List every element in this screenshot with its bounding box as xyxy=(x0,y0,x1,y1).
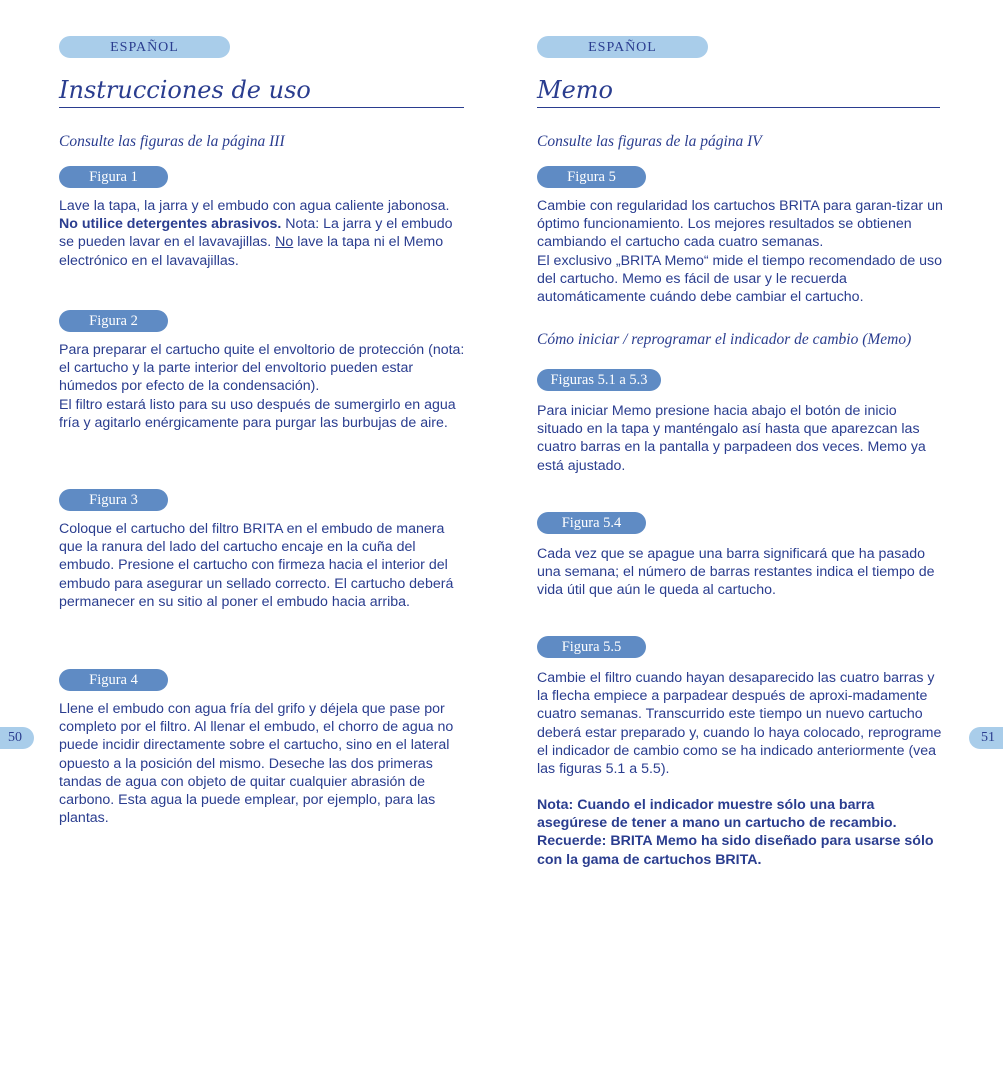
warning-bold: No utilice detergentes abrasivos. xyxy=(59,216,282,233)
figure-1-label: Figura 1 xyxy=(59,166,168,188)
figures-reference: Consulte las figuras de la página III xyxy=(59,133,285,150)
figure-5-4-label: Figura 5.4 xyxy=(537,512,646,534)
figure-5-label: Figura 5 xyxy=(537,166,646,188)
figure-5-5-text: Cambie el filtro cuando hayan desaparecido las cuatro barras y la flecha empiece a parpadear después de aproxi-madamente cuatro semanas. Transcurrido este tiempo un nuevo cartucho deberá estar preparado y, cuando lo haya colocado, reprograme el indicador de cambio como se ha indicado anteriormente (vea las figuras 5.1 a 5.5). xyxy=(537,670,942,778)
page-number-right: 51 xyxy=(969,727,1003,749)
figures-reference: Consulte las figuras de la página IV xyxy=(537,133,762,150)
figure-1-text: Lave la tapa, la jarra y el embudo con agua caliente jabonosa. No utilice detergentes abrasivos. Nota: La jarra y el embudo se pueden lavar en el lavavajillas. No lave la tapa ni el Memo electrónico en el lavavajillas. xyxy=(59,198,453,269)
figure-4-label: Figura 4 xyxy=(59,669,168,691)
figure-3-label: Figura 3 xyxy=(59,489,168,511)
figure-5-1-label: Figuras 5.1 a 5.3 xyxy=(537,369,661,391)
page-title: Memo xyxy=(537,76,940,108)
figure-5-text: Cambie con regularidad los cartuchos BRITA para garan-tizar un óptimo funcionamiento. Los mejores resultados se obtienen cambiando el cartucho cada cuatro semanas. El exclusivo „BRITA Memo“ mide el tiempo recomendado de uso del cartucho. Memo es fácil de usar y le recuerda automáticamente cuándo debe cambiar el cartucho. xyxy=(537,198,943,306)
page-number-left: 50 xyxy=(0,727,34,749)
memo-reset-heading: Cómo iniciar / reprogramar el indicador de cambio (Memo) xyxy=(537,331,912,348)
figure-2-text: Para preparar el cartucho quite el envoltorio de protección (nota: el cartucho y la parte interior del envoltorio pueden estar húmedos por efecto de la condensación). El filtro estará listo para su uso después de sumergirlo en agua fría y agitarlo enérgicamente para purgar las burbujas de aire. xyxy=(59,342,465,431)
language-badge: ESPAÑOL xyxy=(59,36,230,58)
replacement-note: Nota: Cuando el indicador muestre sólo una barra asegúrese de tener a mano un cartucho de recambio. Recuerde: BRITA Memo ha sido diseñado para usarse sólo con la gama de cartuchos BRITA. xyxy=(537,797,934,868)
page-title: Instrucciones de uso xyxy=(59,76,464,108)
figure-2-label: Figura 2 xyxy=(59,310,168,332)
figure-5-1-text: Para iniciar Memo presione hacia abajo el botón de inicio situado en la tapa y manténgalo así hasta que aparezcan las cuatro barras en la pantalla y parpadeen dos veces. Memo ya está ajustado. xyxy=(537,403,926,474)
figure-3-text: Coloque el cartucho del filtro BRITA en el embudo de manera que la ranura del lado del cartucho encaje en la cuña del embudo. Presione el cartucho con firmeza hacia el interior del embudo para asegurar un sellado correcto. El cartucho deberá permanecer en su sitio al poner el embudo hacia arriba. xyxy=(59,521,454,610)
underlined-no: No xyxy=(275,234,294,251)
figure-5-5-label: Figura 5.5 xyxy=(537,636,646,658)
language-badge: ESPAÑOL xyxy=(537,36,708,58)
figure-4-text: Llene el embudo con agua fría del grifo y déjela que pase por completo por el filtro. Al llenar el embudo, el chorro de agua no puede incidir directamente sobre el cartucho, sino en el lateral opuesto a la posición del mismo. Deseche las dos primeras tandas de agua con objeto de quitar cualquier abrasión de carbono. Esta agua la puede emplear, por ejemplo, para las plantas. xyxy=(59,701,454,827)
figure-5-4-text: Cada vez que se apague una barra significará que ha pasado una semana; el número de barras restantes indica el tiempo de vida útil que aún le queda al cartucho. xyxy=(537,546,935,599)
